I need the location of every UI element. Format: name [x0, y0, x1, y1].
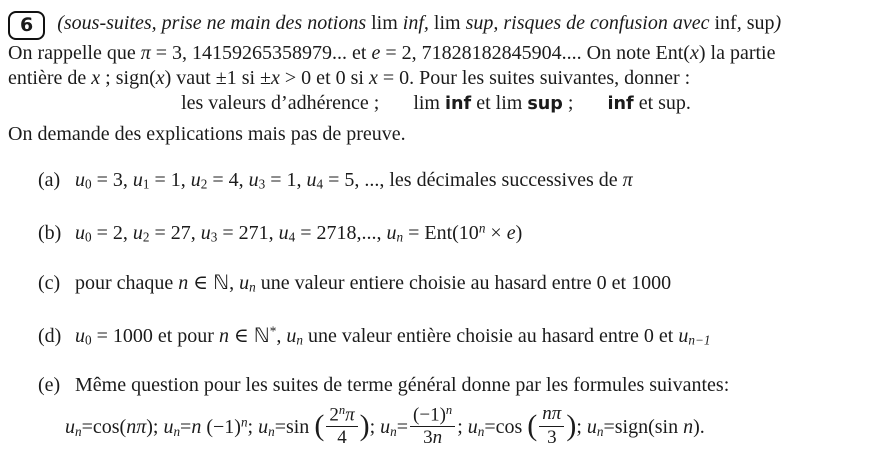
text-segment: n [218, 325, 229, 348]
text-segment: , [229, 271, 240, 294]
text-segment: n [75, 423, 82, 439]
text-segment: = 0. Pour les suites suivantes, donner : [377, 67, 691, 89]
item-e-content [75, 374, 729, 396]
fraction-numerator [410, 404, 455, 428]
text-segment: u [75, 325, 85, 348]
text-segment: u [190, 169, 201, 191]
text-segment: , [423, 12, 434, 34]
text-segment: 4 [337, 427, 347, 449]
text-segment: 3 [423, 427, 433, 449]
text-segment: lim [413, 92, 445, 114]
text-segment: u [75, 222, 85, 245]
text-segment: n−1 [688, 332, 711, 348]
text-segment: n [477, 423, 485, 439]
exercise-header [8, 7, 864, 40]
text-segment: inf [444, 94, 472, 114]
text-segment: n [268, 423, 275, 439]
text-segment: = 1, [265, 169, 307, 191]
text-segment: = Ent(10 [403, 222, 479, 245]
text-segment: u [386, 222, 397, 245]
text-segment: u [239, 271, 250, 294]
text-segment: nπ [126, 415, 147, 438]
text-segment: = 3, [91, 169, 133, 191]
text-segment: ) [515, 222, 523, 245]
text-segment: u [380, 415, 391, 438]
text-segment: n [178, 271, 189, 294]
text-segment: , [276, 325, 287, 348]
text-segment: 1 [142, 176, 150, 192]
text-segment: lim [433, 12, 466, 34]
item-d [8, 317, 864, 354]
text-segment: = [396, 415, 409, 438]
text-segment: n [596, 423, 604, 439]
text-segment: u [248, 169, 259, 191]
adherence-values-line [8, 91, 864, 117]
text-segment: et lim [471, 92, 528, 114]
item-c-label: (c) [38, 271, 61, 294]
math-fraction [539, 404, 564, 448]
text-segment: x [155, 67, 165, 89]
text-segment: entière de [8, 67, 92, 89]
item-b-label: (b) [38, 222, 62, 245]
text-segment: n [478, 220, 486, 236]
text-segment: Même question pour les suites de terme général donne par les formules suivantes: [75, 373, 730, 396]
text-segment: u [200, 222, 211, 245]
text-segment: = 2, [91, 222, 133, 245]
text-segment: ) [774, 12, 782, 34]
fraction-denominator [539, 427, 564, 449]
text-segment: u [65, 415, 75, 438]
text-segment: =cos [484, 415, 528, 438]
text-segment: = 2718,..., [295, 222, 387, 245]
text-segment: une valeur entiere choisie au hasard entre 0 et 1000 [255, 271, 672, 294]
text-segment: 4 [316, 176, 324, 192]
text-segment: = [180, 415, 192, 438]
text-segment: 0 [85, 229, 92, 245]
text-segment: e [371, 42, 381, 64]
text-segment: ; [457, 415, 468, 438]
text-segment: u [132, 222, 143, 245]
exercise-number-box [8, 11, 45, 40]
text-segment: , [736, 12, 747, 34]
note-line [8, 122, 864, 147]
text-segment: et sup. [633, 92, 691, 114]
exercise-number: 6 [20, 14, 34, 36]
text-segment: n [683, 415, 694, 438]
text-segment: n [445, 402, 453, 417]
text-segment: les valeurs d’adhérence ; [181, 92, 380, 114]
text-segment: ); [146, 415, 164, 438]
text-segment: u [258, 415, 269, 438]
text-segment: inf [714, 12, 737, 34]
text-segment: = 2, 71828182845904.... On note Ent( [380, 42, 690, 64]
text-segment: ( [527, 409, 538, 443]
text-segment: = 271, [217, 222, 279, 245]
text-segment: ; sign( [100, 67, 156, 89]
text-segment: lim [371, 12, 403, 34]
item-d-content [75, 325, 710, 347]
text-segment: = 3, 14159265358979... et [150, 42, 372, 64]
intro-line-1 [8, 41, 864, 66]
text-segment: (−1) [201, 415, 241, 438]
text-segment: 2 [329, 403, 339, 425]
item-b-content [75, 222, 522, 244]
text-segment: x [271, 67, 280, 89]
fraction-numerator [326, 404, 357, 428]
text-segment: une valeur entière choisie au hasard entre 0 et [302, 325, 679, 348]
text-segment: x [689, 42, 699, 64]
text-segment: * [269, 323, 277, 339]
text-segment: e [506, 222, 516, 245]
text-segment: = 27, [149, 222, 201, 245]
text-segment: u [286, 325, 297, 348]
text-segment: ) [566, 409, 577, 443]
text-segment: n [338, 402, 346, 417]
text-segment: n [191, 415, 202, 438]
text-segment: u [132, 169, 143, 191]
text-segment: n [240, 414, 248, 430]
item-e-label: (e) [38, 373, 61, 396]
text-segment: n [390, 423, 397, 439]
text-segment: ). [693, 415, 705, 438]
text-segment: = 4, [207, 169, 249, 191]
text-segment: n [173, 423, 181, 439]
text-segment: = [81, 415, 93, 438]
text-segment: u [75, 169, 85, 191]
intro-line-2 [8, 66, 864, 91]
text-segment: sup [527, 94, 563, 114]
math-fraction [326, 404, 357, 449]
item-e-formulas [65, 402, 864, 451]
item-b [8, 215, 864, 252]
text-segment: 3 [547, 426, 557, 448]
text-segment: = 5, ..., les décimales successives de [323, 169, 623, 191]
text-segment: inf [402, 12, 424, 34]
text-segment: cos( [92, 415, 127, 438]
text-segment: On rappelle que [8, 42, 141, 64]
text-segment: 3 [258, 176, 266, 192]
text-segment: 0 [85, 332, 92, 348]
text-segment: sup [746, 12, 775, 34]
text-segment: inf [607, 94, 634, 114]
text-segment: pour chaque [75, 271, 179, 294]
text-segment: ; [247, 415, 259, 438]
text-segment: x [91, 67, 101, 89]
text-segment: n [396, 229, 404, 245]
text-segment: 3 [210, 229, 218, 245]
item-a [8, 166, 864, 199]
text-segment: ) la partie [698, 42, 776, 64]
text-segment: ℕ [213, 269, 230, 294]
item-list [8, 166, 864, 451]
fraction-numerator [539, 404, 564, 427]
text-segment: ; [562, 92, 574, 114]
text-segment: × [485, 222, 507, 245]
fraction-denominator [326, 427, 357, 449]
text-segment: u [467, 415, 478, 438]
text-segment: u [586, 415, 597, 438]
text-segment: π [345, 403, 355, 425]
text-segment: 4 [288, 229, 296, 245]
text-segment: 2 [142, 229, 150, 245]
text-segment: , risques de confusion avec [493, 12, 715, 34]
math-fraction [410, 404, 455, 449]
text-segment: u [163, 415, 174, 438]
text-segment: π [622, 169, 633, 191]
item-a-content [75, 169, 633, 191]
text-segment: u [306, 169, 317, 191]
text-segment: u [678, 325, 689, 348]
item-a-label: (a) [38, 169, 61, 191]
text-segment: n [432, 427, 443, 449]
item-c [8, 268, 864, 302]
text-segment: nπ [542, 403, 562, 425]
text-segment: ; [576, 415, 587, 438]
text-segment: ) vaut ±1 si ± [164, 67, 272, 89]
text-segment: x [368, 67, 378, 89]
text-segment: (−1) [413, 403, 446, 425]
text-segment: (sous-suites, prise ne main des notions [57, 12, 372, 34]
text-segment: ℕ [253, 323, 270, 348]
text-segment: On demande des explications mais pas de preuve. [8, 123, 406, 145]
item-c-content [75, 269, 672, 295]
text-segment: =sign(sin [603, 415, 684, 438]
text-segment: π [140, 42, 151, 64]
text-segment: ; [369, 415, 381, 438]
item-e [8, 371, 864, 451]
text-segment: = 1, [149, 169, 191, 191]
text-segment: = 1000 et pour [91, 325, 219, 348]
text-segment: ∈ [228, 325, 254, 348]
text-segment: ( [314, 409, 325, 443]
text-segment: sup [465, 12, 494, 34]
text-segment: 0 [85, 176, 92, 192]
text-segment: 2 [200, 176, 208, 192]
item-d-label: (d) [38, 325, 62, 348]
text-segment: n [296, 332, 303, 348]
text-segment: ) [359, 409, 370, 443]
exercise-subtitle [57, 12, 781, 34]
text-segment: > 0 et 0 si [279, 67, 369, 89]
fraction-denominator [410, 427, 455, 449]
text-segment: n [249, 279, 256, 295]
text-segment: u [278, 222, 289, 245]
text-segment: ∈ [188, 271, 214, 294]
text-segment: =sin [274, 415, 315, 438]
